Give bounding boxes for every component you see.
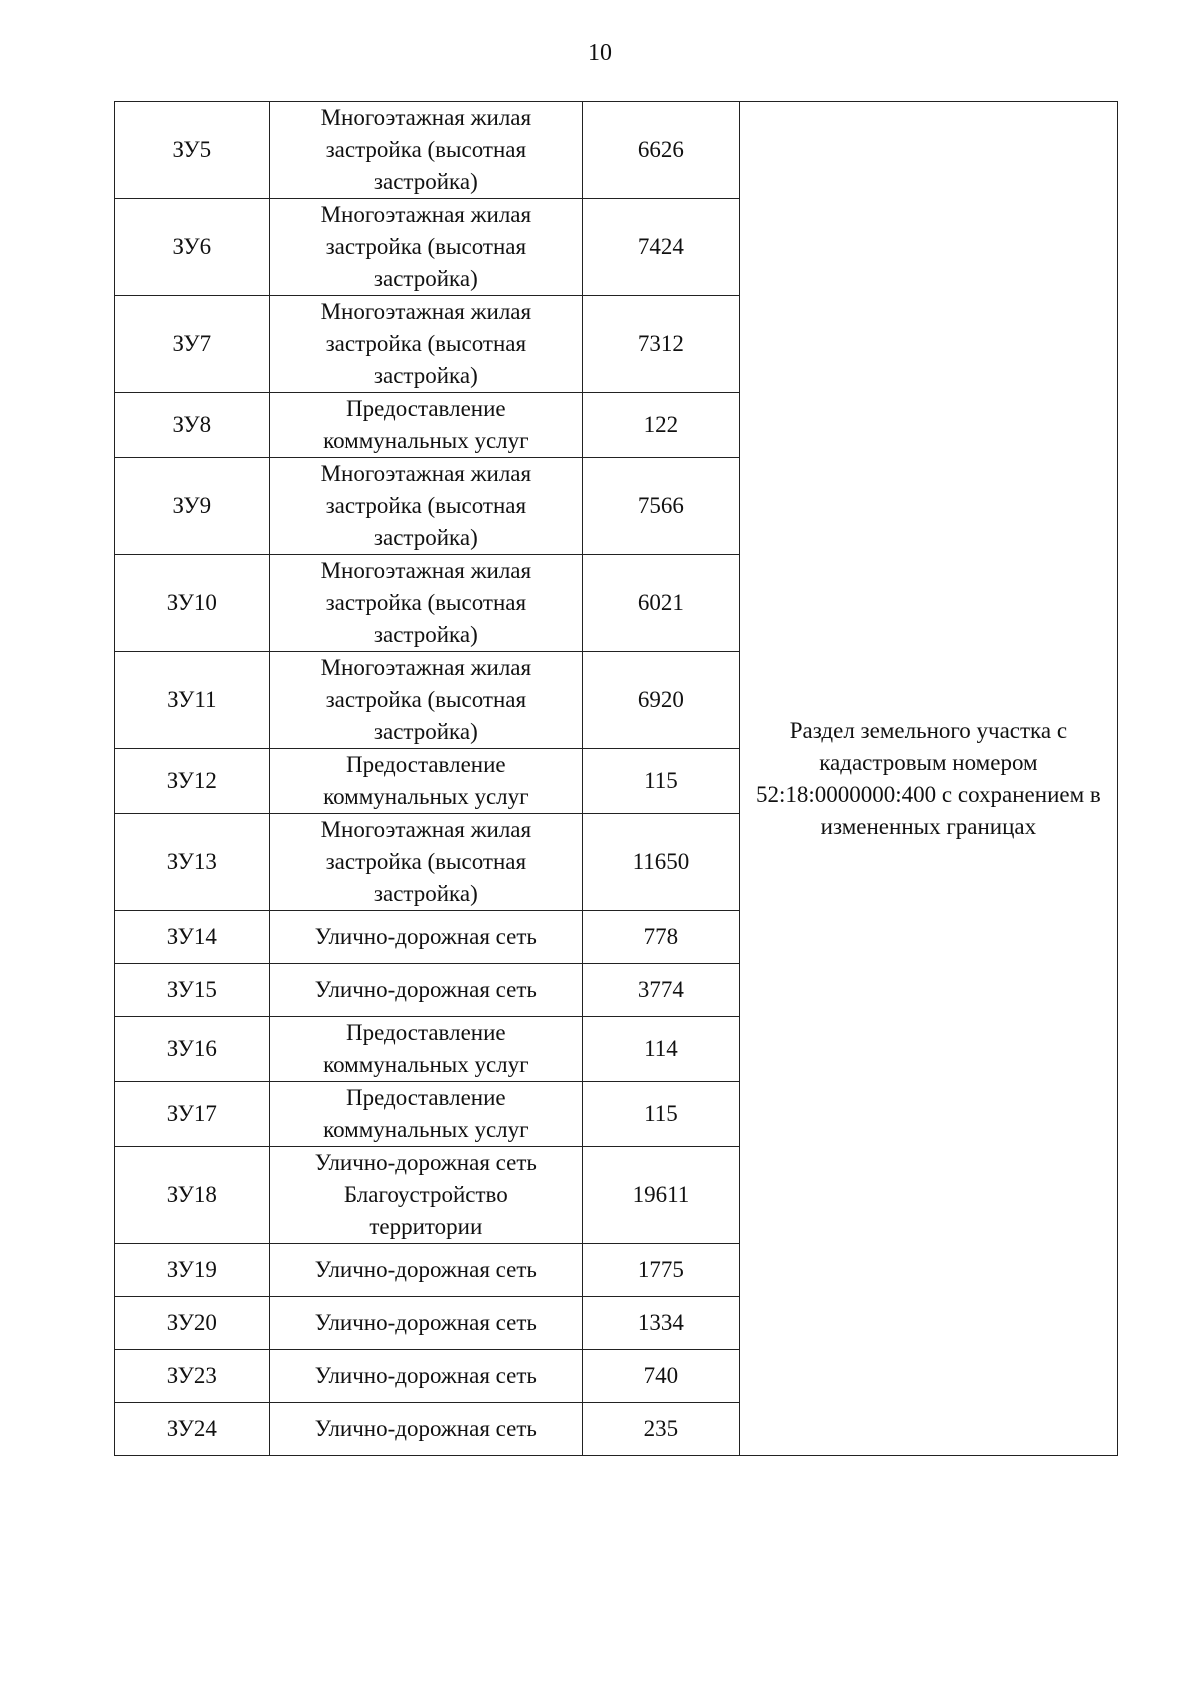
- plot-id-cell: ЗУ5: [115, 102, 270, 199]
- land-use-cell: [269, 1297, 582, 1350]
- plot-id-cell: ЗУ24: [115, 1403, 270, 1456]
- plot-id-cell: ЗУ7: [115, 296, 270, 393]
- area-cell: 3774: [583, 964, 740, 1017]
- land-use-line: коммунальных услуг: [323, 784, 529, 809]
- land-use-line: застройка (высотная: [325, 687, 527, 712]
- land-use-line: застройка (высотная: [325, 331, 527, 356]
- area-cell: 740: [583, 1350, 740, 1403]
- land-use-cell: [269, 652, 582, 749]
- formation-method-line: Раздел земельного участка с: [789, 717, 1068, 743]
- area-cell: 1775: [583, 1244, 740, 1297]
- land-use-line: Многоэтажная жилая: [320, 655, 532, 680]
- land-use-cell: [269, 1147, 582, 1244]
- land-use-line: территории: [369, 1214, 483, 1239]
- land-use-cell: [269, 199, 582, 296]
- land-use-line: застройка (высотная: [325, 234, 527, 259]
- plot-id-cell: ЗУ16: [115, 1017, 270, 1082]
- area-cell: 6920: [583, 652, 740, 749]
- land-plots-table: [114, 101, 1118, 1456]
- formation-method-line: измененных границах: [820, 813, 1037, 839]
- land-use-line: застройка (высотная: [325, 590, 527, 615]
- land-use-line: Улично-дорожная сеть: [314, 1416, 537, 1441]
- land-use-line: Многоэтажная жилая: [320, 299, 532, 324]
- plot-id-cell: ЗУ17: [115, 1082, 270, 1147]
- plot-id-cell: ЗУ15: [115, 964, 270, 1017]
- plot-id-cell: ЗУ19: [115, 1244, 270, 1297]
- land-use-cell: [269, 1082, 582, 1147]
- land-use-line: Предоставление: [346, 1085, 506, 1110]
- land-use-line: Улично-дорожная сеть: [314, 977, 537, 1002]
- land-use-line: застройка): [373, 622, 478, 647]
- area-cell: 6021: [583, 555, 740, 652]
- plot-id-cell: ЗУ20: [115, 1297, 270, 1350]
- table-body: [115, 102, 1118, 1456]
- area-cell: 11650: [583, 814, 740, 911]
- land-use-line: застройка (высотная: [325, 849, 527, 874]
- land-use-line: застройка (высотная: [325, 137, 527, 162]
- area-cell: 122: [583, 393, 740, 458]
- land-use-line: застройка (высотная: [325, 493, 527, 518]
- land-use-line: Улично-дорожная сеть: [314, 924, 537, 949]
- land-use-line: Улично-дорожная сеть: [314, 1257, 537, 1282]
- area-cell: 115: [583, 749, 740, 814]
- area-cell: 7566: [583, 458, 740, 555]
- formation-method-line: кадастровым номером: [819, 749, 1038, 775]
- plot-id-cell: ЗУ8: [115, 393, 270, 458]
- area-cell: 7312: [583, 296, 740, 393]
- plot-id-cell: ЗУ6: [115, 199, 270, 296]
- plot-id-cell: ЗУ13: [115, 814, 270, 911]
- land-use-cell: [269, 555, 582, 652]
- plot-id-cell: ЗУ18: [115, 1147, 270, 1244]
- land-use-cell: [269, 814, 582, 911]
- land-use-cell: [269, 1017, 582, 1082]
- land-use-line: Многоэтажная жилая: [320, 558, 532, 583]
- area-cell: 7424: [583, 199, 740, 296]
- area-cell: 115: [583, 1082, 740, 1147]
- land-use-cell: [269, 911, 582, 964]
- land-use-line: застройка): [373, 363, 478, 388]
- land-use-cell: [269, 296, 582, 393]
- plot-id-cell: ЗУ14: [115, 911, 270, 964]
- page-number: 10: [588, 40, 612, 66]
- plot-id-cell: ЗУ10: [115, 555, 270, 652]
- table-row: [115, 102, 1118, 199]
- land-use-line: Предоставление: [346, 396, 506, 421]
- formation-method-line: 52:18:0000000:400 с сохранением в: [756, 781, 1101, 807]
- land-use-line: коммунальных услуг: [323, 1052, 529, 1077]
- land-use-line: Благоустройство: [343, 1182, 508, 1207]
- land-use-line: застройка): [373, 881, 478, 906]
- area-cell: 1334: [583, 1297, 740, 1350]
- land-use-cell: [269, 749, 582, 814]
- land-use-cell: [269, 458, 582, 555]
- plot-id-cell: ЗУ11: [115, 652, 270, 749]
- formation-method-cell: [739, 102, 1117, 1456]
- land-use-line: Предоставление: [346, 752, 506, 777]
- area-cell: 114: [583, 1017, 740, 1082]
- land-use-cell: [269, 1350, 582, 1403]
- land-use-cell: [269, 1403, 582, 1456]
- land-use-line: Многоэтажная жилая: [320, 461, 532, 486]
- land-use-line: Улично-дорожная сеть: [314, 1310, 537, 1335]
- area-cell: 235: [583, 1403, 740, 1456]
- land-use-line: застройка): [373, 719, 478, 744]
- land-use-line: Многоэтажная жилая: [320, 105, 532, 130]
- land-use-cell: [269, 964, 582, 1017]
- land-use-line: Предоставление: [346, 1020, 506, 1045]
- land-use-line: Улично-дорожная сеть: [314, 1150, 537, 1175]
- land-use-line: застройка): [373, 525, 478, 550]
- area-cell: 6626: [583, 102, 740, 199]
- plot-id-cell: ЗУ9: [115, 458, 270, 555]
- land-use-line: застройка): [373, 266, 478, 291]
- land-use-cell: [269, 1244, 582, 1297]
- area-cell: 778: [583, 911, 740, 964]
- land-use-line: Многоэтажная жилая: [320, 817, 532, 842]
- land-use-line: Многоэтажная жилая: [320, 202, 532, 227]
- plot-id-cell: ЗУ12: [115, 749, 270, 814]
- area-cell: 19611: [583, 1147, 740, 1244]
- land-use-line: застройка): [373, 169, 478, 194]
- land-use-line: Улично-дорожная сеть: [314, 1363, 537, 1388]
- land-use-line: коммунальных услуг: [323, 428, 529, 453]
- land-use-cell: [269, 393, 582, 458]
- plot-id-cell: ЗУ23: [115, 1350, 270, 1403]
- land-use-cell: [269, 102, 582, 199]
- land-use-line: коммунальных услуг: [323, 1117, 529, 1142]
